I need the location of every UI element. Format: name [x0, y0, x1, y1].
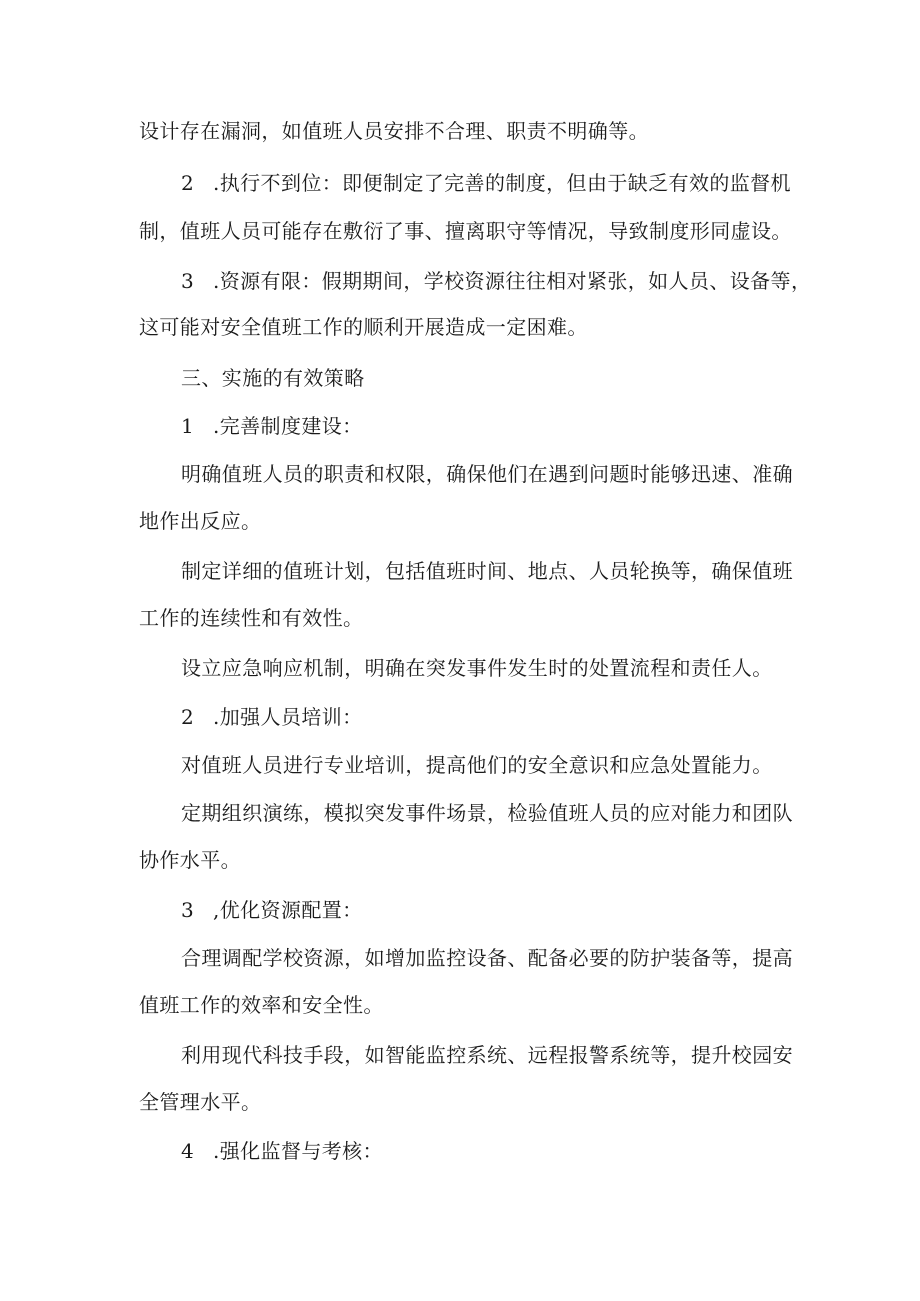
line-text: 合理调配学校资源，如增加监控设备、配备必要的防护装备等，提高	[181, 946, 793, 970]
item-number: 2	[181, 171, 195, 195]
line-text: 对值班人员进行专业培训，提高他们的安全意识和应急处置能力。	[181, 753, 773, 777]
line-text: 定期组织演练，模拟突发事件场景，检验值班人员的应对能力和团队	[181, 801, 793, 825]
item-number: 3	[181, 269, 195, 293]
line-text: 制定详细的值班计划，包括值班时间、地点、人员轮换等，确保值班	[181, 559, 793, 583]
line-text: 这可能对安全值班工作的顺利开展造成一定困难。	[139, 315, 588, 339]
line-text: 利用现代科技手段，如智能监控系统、远程报警系统等，提升校园安	[181, 1043, 793, 1067]
item-number: 3	[181, 898, 195, 922]
line-text: .执行不到位：即便制定了完善的制度，但由于缺乏有效的监督机	[213, 171, 791, 195]
line-text: 明确值班人员的职责和权限，确保他们在遇到问题时能够迅速、准确	[181, 462, 793, 486]
line-text: .强化监督与考核：	[213, 1139, 383, 1163]
line-text: .完善制度建设：	[213, 414, 363, 438]
item-number: 2	[181, 705, 195, 729]
item-number: 4	[181, 1139, 195, 1163]
line-text: .加强人员培训：	[213, 705, 363, 729]
item-number: 1	[181, 414, 195, 438]
line-text: 地作出反应。	[139, 509, 262, 533]
line-text: 设立应急响应机制，明确在突发事件发生时的处置流程和责任人。	[181, 656, 773, 680]
line-text: 协作水平。	[139, 848, 241, 872]
line-text: 值班工作的效率和安全性。	[139, 993, 384, 1017]
line-text: 工作的连续性和有效性。	[139, 606, 364, 630]
line-text: 制，值班人员可能存在敷衍了事、擅离职守等情况，导致制度形同虚设。	[139, 219, 792, 243]
line-text: .资源有限：假期期间，学校资源往往相对紧张，如人员、设备等，	[213, 269, 812, 293]
line-text: ,优化资源配置：	[213, 898, 363, 922]
line-text: 三、实施的有效策略	[181, 366, 365, 390]
line-text: 全管理水平。	[139, 1090, 262, 1114]
line-text: 设计存在漏洞，如值班人员安排不合理、职责不明确等。	[139, 119, 649, 143]
